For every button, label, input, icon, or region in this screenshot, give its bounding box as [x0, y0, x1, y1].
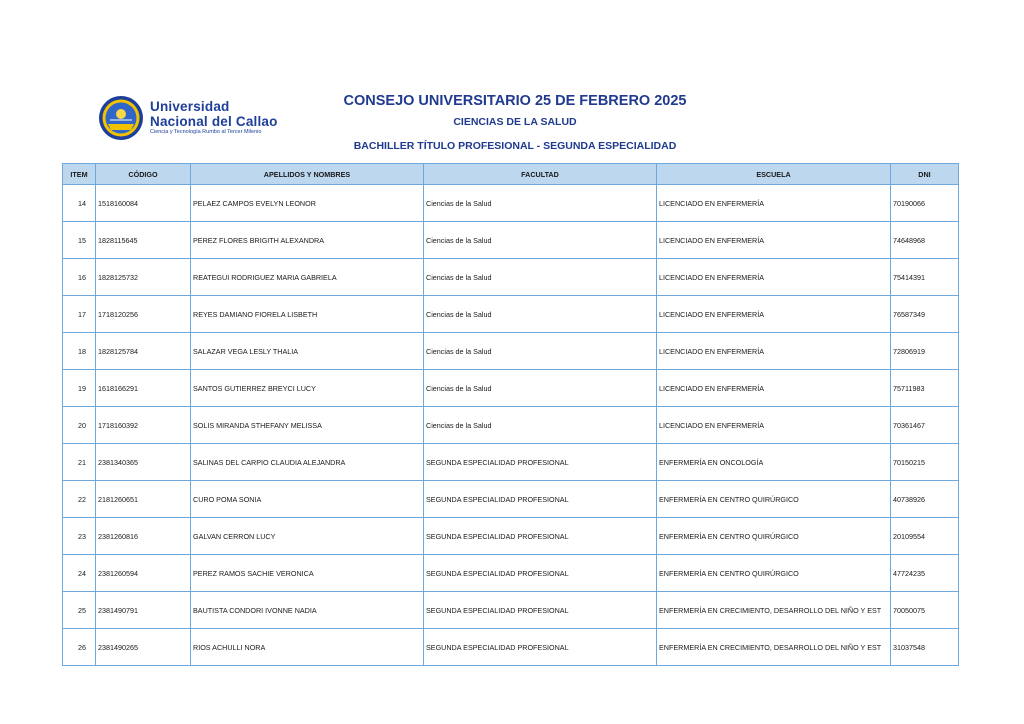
cell-dni: 74648968: [891, 222, 959, 259]
cell-facultad: SEGUNDA ESPECIALIDAD PROFESIONAL: [424, 555, 657, 592]
page-subtitle-2: BACHILLER TÍTULO PROFESIONAL - SEGUNDA ESPECIALIDAD: [353, 140, 677, 152]
cell-dni: 70361467: [891, 407, 959, 444]
table-row: [63, 222, 959, 259]
table-row: [63, 481, 959, 518]
cell-codigo: 1828125784: [96, 333, 191, 370]
cell-nombres: PEREZ RAMOS SACHIE VERONICA: [191, 555, 424, 592]
cell-dni: 75711983: [891, 370, 959, 407]
cell-facultad: Ciencias de la Salud: [424, 407, 657, 444]
graduates-table: [62, 163, 959, 666]
cell-dni: 75414391: [891, 259, 959, 296]
cell-item: 21: [63, 444, 96, 481]
cell-nombres: REATEGUI RODRIGUEZ MARIA GABRIELA: [191, 259, 424, 296]
table-row: [63, 296, 959, 333]
cell-facultad: Ciencias de la Salud: [424, 259, 657, 296]
cell-item: 23: [63, 518, 96, 555]
cell-codigo: 1828125732: [96, 259, 191, 296]
cell-codigo: 1518160084: [96, 185, 191, 222]
cell-nombres: GALVAN CERRON LUCY: [191, 518, 424, 555]
table-row: [63, 407, 959, 444]
logo-name-line1: Universidad: [150, 99, 230, 115]
cell-facultad: Ciencias de la Salud: [424, 333, 657, 370]
cell-facultad: SEGUNDA ESPECIALIDAD PROFESIONAL: [424, 444, 657, 481]
cell-codigo: 1718160392: [96, 407, 191, 444]
table-row: [63, 259, 959, 296]
table-row: [63, 518, 959, 555]
cell-dni: 20109554: [891, 518, 959, 555]
cell-codigo: 2381260594: [96, 555, 191, 592]
cell-dni: 70050075: [891, 592, 959, 629]
cell-dni: 70150215: [891, 444, 959, 481]
cell-dni: 72806919: [891, 333, 959, 370]
cell-item: 14: [63, 185, 96, 222]
page-title: CONSEJO UNIVERSITARIO 25 DE FEBRERO 2025: [343, 93, 687, 109]
cell-item: 24: [63, 555, 96, 592]
cell-facultad: Ciencias de la Salud: [424, 370, 657, 407]
cell-facultad: SEGUNDA ESPECIALIDAD PROFESIONAL: [424, 629, 657, 666]
cell-escuela: ENFERMERÍA EN ONCOLOGÍA: [657, 444, 891, 481]
cell-codigo: 1718120256: [96, 296, 191, 333]
cell-facultad: SEGUNDA ESPECIALIDAD PROFESIONAL: [424, 481, 657, 518]
cell-escuela: ENFERMERÍA EN CENTRO QUIRÚRGICO: [657, 555, 891, 592]
cell-facultad: Ciencias de la Salud: [424, 222, 657, 259]
cell-escuela: LICENCIADO EN ENFERMERÍA: [657, 333, 891, 370]
cell-facultad: SEGUNDA ESPECIALIDAD PROFESIONAL: [424, 518, 657, 555]
cell-codigo: 2381490265: [96, 629, 191, 666]
cell-escuela: LICENCIADO EN ENFERMERÍA: [657, 259, 891, 296]
cell-escuela: LICENCIADO EN ENFERMERÍA: [657, 407, 891, 444]
table-row: [63, 592, 959, 629]
col-header-escuela: ESCUELA: [657, 164, 891, 185]
cell-dni: 40738926: [891, 481, 959, 518]
cell-codigo: 1828115645: [96, 222, 191, 259]
cell-escuela: LICENCIADO EN ENFERMERÍA: [657, 296, 891, 333]
cell-nombres: CURO POMA SONIA: [191, 481, 424, 518]
cell-item: 26: [63, 629, 96, 666]
cell-dni: 76587349: [891, 296, 959, 333]
cell-codigo: 2181260651: [96, 481, 191, 518]
cell-facultad: SEGUNDA ESPECIALIDAD PROFESIONAL: [424, 592, 657, 629]
cell-facultad: Ciencias de la Salud: [424, 296, 657, 333]
cell-escuela: ENFERMERÍA EN CRECIMIENTO, DESARROLLO DEL NIÑO Y EST: [657, 629, 891, 666]
cell-codigo: 2381260816: [96, 518, 191, 555]
table-header-row: [63, 164, 959, 185]
cell-item: 18: [63, 333, 96, 370]
logo-tagline: Ciencia y Tecnología Rumbo al Tercer Milenio: [150, 129, 262, 136]
cell-escuela: LICENCIADO EN ENFERMERÍA: [657, 222, 891, 259]
table-row: [63, 555, 959, 592]
cell-escuela: ENFERMERÍA EN CRECIMIENTO, DESARROLLO DEL NIÑO Y EST: [657, 592, 891, 629]
cell-escuela: LICENCIADO EN ENFERMERÍA: [657, 370, 891, 407]
cell-nombres: SALAZAR VEGA LESLY THALIA: [191, 333, 424, 370]
col-header-nombres: APELLIDOS Y NOMBRES: [191, 164, 424, 185]
cell-escuela: ENFERMERÍA EN CENTRO QUIRÚRGICO: [657, 518, 891, 555]
table-row: [63, 444, 959, 481]
cell-nombres: SANTOS GUTIERREZ BREYCI LUCY: [191, 370, 424, 407]
table-row: [63, 333, 959, 370]
page-subtitle: CIENCIAS DE LA SALUD: [453, 116, 577, 128]
cell-nombres: RIOS ACHULLI NORA: [191, 629, 424, 666]
cell-nombres: SALINAS DEL CARPIO CLAUDIA ALEJANDRA: [191, 444, 424, 481]
cell-nombres: PELAEZ CAMPOS EVELYN LEONOR: [191, 185, 424, 222]
col-header-item: ITEM: [63, 164, 96, 185]
cell-item: 15: [63, 222, 96, 259]
cell-facultad: Ciencias de la Salud: [424, 185, 657, 222]
cell-escuela: ENFERMERÍA EN CENTRO QUIRÚRGICO: [657, 481, 891, 518]
cell-dni: 70190066: [891, 185, 959, 222]
cell-item: 20: [63, 407, 96, 444]
table-row: [63, 185, 959, 222]
col-header-codigo: CÓDIGO: [96, 164, 191, 185]
cell-item: 22: [63, 481, 96, 518]
cell-item: 16: [63, 259, 96, 296]
col-header-facultad: FACULTAD: [424, 164, 657, 185]
table-row: [63, 629, 959, 666]
cell-nombres: SOLIS MIRANDA STHEFANY MELISSA: [191, 407, 424, 444]
table-row: [63, 370, 959, 407]
cell-nombres: BAUTISTA CONDORI IVONNE NADIA: [191, 592, 424, 629]
cell-item: 25: [63, 592, 96, 629]
cell-codigo: 1618166291: [96, 370, 191, 407]
cell-escuela: LICENCIADO EN ENFERMERÍA: [657, 185, 891, 222]
col-header-dni: DNI: [891, 164, 959, 185]
logo-name-line2: Nacional del Callao: [150, 113, 278, 129]
cell-dni: 31037548: [891, 629, 959, 666]
cell-item: 17: [63, 296, 96, 333]
cell-codigo: 2381340365: [96, 444, 191, 481]
cell-nombres: REYES DAMIANO FIORELA LISBETH: [191, 296, 424, 333]
cell-nombres: PEREZ FLORES BRIGITH ALEXANDRA: [191, 222, 424, 259]
cell-dni: 47724235: [891, 555, 959, 592]
cell-item: 19: [63, 370, 96, 407]
cell-codigo: 2381490791: [96, 592, 191, 629]
